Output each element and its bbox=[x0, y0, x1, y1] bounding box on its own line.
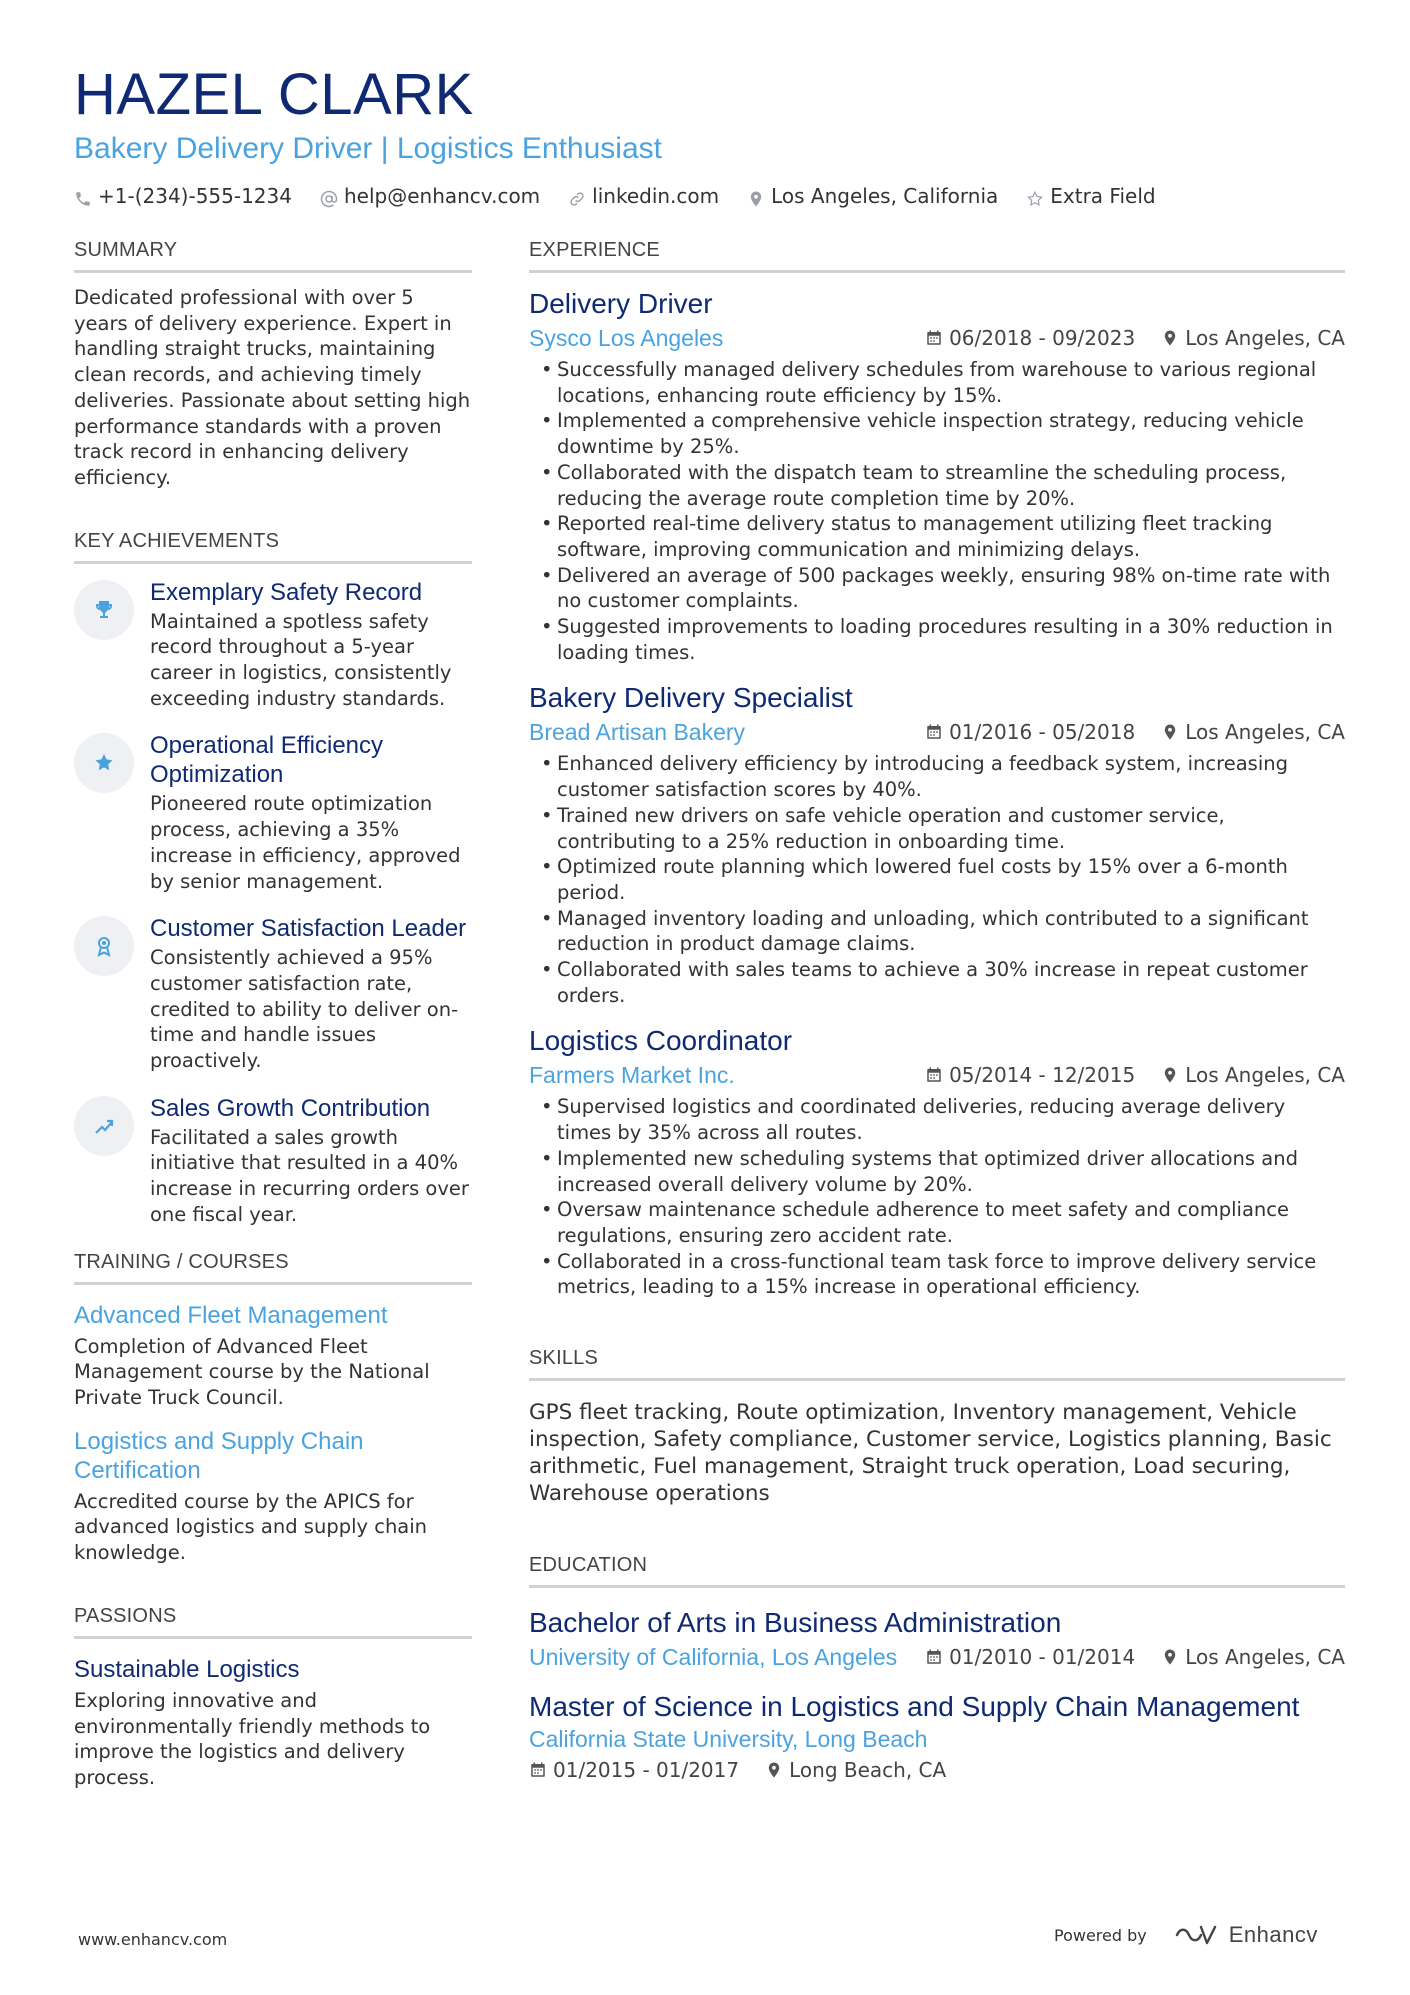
job-location: Los Angeles, CA bbox=[1185, 720, 1345, 745]
job-bullet: • Enhanced delivery efficiency by introducing a feedback system, increasing customer satisfaction scores by 40%. bbox=[529, 751, 1345, 802]
location-icon bbox=[765, 1761, 783, 1779]
achievement-text: Pioneered route optimization process, achieving a 35% increase in efficiency, approved by senior management. bbox=[150, 792, 461, 893]
passions-section bbox=[74, 1602, 472, 1791]
contact-location-text: Los Angeles, California bbox=[771, 184, 999, 208]
edu-location: Long Beach, CA bbox=[789, 1758, 947, 1783]
course-title: Logistics and Supply Chain Certification bbox=[74, 1427, 364, 1484]
job-company: Bread Artisan Bakery bbox=[529, 719, 746, 746]
at-icon bbox=[320, 187, 338, 205]
job-bullet: • Optimized route planning which lowered fuel costs by 15% over a 6-month period. bbox=[529, 854, 1345, 905]
contact-email[interactable] bbox=[320, 182, 540, 210]
job-bullet: • Collaborated in a cross-functional team task force to improve delivery service metrics, leading to a 15% increase in operational efficiency. bbox=[529, 1249, 1345, 1300]
education-entry bbox=[529, 1690, 1345, 1782]
contact-location bbox=[747, 182, 998, 210]
job-bullet: • Collaborated with the dispatch team to streamline the scheduling process, reducing the average route completion time by 20%. bbox=[529, 460, 1345, 511]
edu-dates: 01/2010 - 01/2014 bbox=[949, 1645, 1136, 1670]
job-bullet: • Supervised logistics and coordinated deliveries, reducing average delivery times by 35% across all routes. bbox=[529, 1094, 1345, 1145]
candidate-name: HAZEL CLARK bbox=[74, 62, 474, 127]
skills-heading: SKILLS bbox=[529, 1344, 1345, 1381]
enhancv-logo-text: Enhancv bbox=[1228, 1922, 1318, 1947]
footer-website[interactable]: www.enhancv.com bbox=[78, 1930, 228, 1949]
job-bullet: • Oversaw maintenance schedule adherence to meet safety and compliance regulations, ensuring zero accident rate. bbox=[529, 1197, 1345, 1248]
job-entry bbox=[529, 287, 1345, 665]
star-icon bbox=[1026, 187, 1044, 205]
course-item bbox=[74, 1301, 472, 1411]
edu-school: University of California, Los Angeles bbox=[529, 1644, 898, 1671]
edu-location: Los Angeles, CA bbox=[1185, 1645, 1345, 1670]
edu-dates: 01/2015 - 01/2017 bbox=[553, 1758, 740, 1783]
left-column bbox=[74, 236, 472, 1791]
passion-text: Exploring innovative and environmentally friendly methods to improve the logistics and delivery process. bbox=[74, 1688, 431, 1789]
location-icon bbox=[1161, 329, 1179, 347]
award-icon bbox=[74, 916, 134, 976]
calendar-icon bbox=[925, 1648, 943, 1666]
job-company: Farmers Market Inc. bbox=[529, 1062, 735, 1089]
job-bullet: • Reported real-time delivery status to management utilizing fleet tracking software, improving communication and minimizing delays. bbox=[529, 511, 1345, 562]
job-bullet: • Successfully managed delivery schedules from warehouse to various regional locations, enhancing route efficiency by 15%. bbox=[529, 357, 1345, 408]
achievement-title: Customer Satisfaction Leader bbox=[150, 915, 467, 943]
achievement-item bbox=[74, 1094, 472, 1228]
job-location: Los Angeles, CA bbox=[1185, 1063, 1345, 1088]
enhancv-logo-icon bbox=[1173, 1922, 1219, 1948]
chart-icon bbox=[74, 1096, 134, 1156]
job-entry bbox=[529, 1024, 1345, 1300]
job-bullet: • Collaborated with sales teams to achieve a 30% increase in repeat customer orders. bbox=[529, 957, 1345, 1008]
job-bullet: • Delivered an average of 500 packages weekly, ensuring 98% on-time rate with no customer complaints. bbox=[529, 563, 1345, 614]
experience-heading: EXPERIENCE bbox=[529, 236, 1345, 273]
course-text: Accredited course by the APICS for advanced logistics and supply chain knowledge. bbox=[74, 1489, 428, 1565]
course-item bbox=[74, 1427, 472, 1566]
calendar-icon bbox=[925, 1066, 943, 1084]
job-bullets bbox=[529, 357, 1345, 665]
footer-branding bbox=[1054, 1922, 1318, 1948]
calendar-icon bbox=[529, 1761, 547, 1779]
contact-bar bbox=[74, 182, 1344, 210]
achievement-title: Exemplary Safety Record bbox=[150, 578, 423, 606]
trophy-icon bbox=[74, 580, 134, 640]
job-dates: 01/2016 - 05/2018 bbox=[949, 720, 1136, 745]
candidate-title: Bakery Delivery Driver | Logistics Enthusiast bbox=[74, 132, 662, 165]
achievement-item bbox=[74, 578, 472, 712]
location-icon bbox=[1161, 723, 1179, 741]
summary-section bbox=[74, 236, 472, 491]
job-title: Delivery Driver bbox=[529, 288, 713, 319]
contact-extra bbox=[1026, 182, 1155, 210]
star-badge-icon bbox=[74, 733, 134, 793]
achievement-item bbox=[74, 731, 472, 894]
job-bullet: • Implemented new scheduling systems that optimized driver allocations and increased overall delivery volume by 20%. bbox=[529, 1146, 1345, 1197]
course-text: Completion of Advanced Fleet Management course by the National Private Truck Council. bbox=[74, 1334, 430, 1409]
experience-section bbox=[529, 236, 1345, 1300]
job-entry bbox=[529, 681, 1345, 1008]
edu-degree: Bachelor of Arts in Business Administration bbox=[529, 1607, 1062, 1639]
achievement-item bbox=[74, 914, 472, 1074]
job-bullets bbox=[529, 751, 1345, 1008]
location-icon bbox=[1161, 1648, 1179, 1666]
training-heading: TRAINING / COURSES bbox=[74, 1248, 472, 1285]
job-bullet: • Managed inventory loading and unloading, which contributed to a significant reduction in product damage claims. bbox=[529, 906, 1345, 957]
achievement-text: Facilitated a sales growth initiative that resulted in a 40% increase in recurring orders over one fiscal year. bbox=[150, 1125, 469, 1226]
education-section bbox=[529, 1551, 1345, 1782]
contact-linkedin-text: linkedin.com bbox=[592, 184, 720, 208]
job-title: Bakery Delivery Specialist bbox=[529, 682, 853, 714]
location-icon bbox=[1161, 1066, 1179, 1084]
summary-text: Dedicated professional with over 5 years of delivery experience. Expert in handling straight trucks, maintaining clean records, and achieving timely deliveries. Passionate about setting high performance standards with a proven track record in enhancing delivery efficiency. bbox=[74, 286, 471, 489]
job-title: Logistics Coordinator bbox=[529, 1025, 793, 1057]
summary-heading: SUMMARY bbox=[74, 236, 472, 273]
job-location: Los Angeles, CA bbox=[1185, 326, 1345, 350]
education-entry bbox=[529, 1606, 1345, 1672]
calendar-icon bbox=[925, 329, 943, 347]
job-dates: 06/2018 - 09/2023 bbox=[949, 326, 1136, 350]
edu-school: California State University, Long Beach bbox=[529, 1726, 928, 1753]
job-bullets bbox=[529, 1094, 1345, 1300]
achievement-text: Consistently achieved a 95% customer satisfaction rate, credited to ability to deliver on-time and handle issues proactively. bbox=[150, 946, 459, 1073]
course-title: Advanced Fleet Management bbox=[74, 1301, 388, 1329]
enhancv-logo[interactable] bbox=[1173, 1922, 1318, 1948]
job-bullet: • Trained new drivers on safe vehicle operation and customer service, contributing to a 25% reduction in onboarding time. bbox=[529, 803, 1345, 854]
job-company: Sysco Los Angeles bbox=[529, 325, 724, 351]
link-icon bbox=[568, 187, 586, 205]
contact-phone[interactable] bbox=[74, 182, 292, 210]
contact-phone-text: +1-(234)-555-1234 bbox=[98, 184, 292, 208]
calendar-icon bbox=[925, 723, 943, 741]
job-bullet: • Implemented a comprehensive vehicle inspection strategy, reducing vehicle downtime by 25%. bbox=[529, 408, 1345, 459]
achievement-text: Maintained a spotless safety record throughout a 5-year career in logistics, consistently exceeding industry standards. bbox=[150, 609, 452, 710]
skills-text: GPS fleet tracking, Route optimization, Inventory management, Vehicle inspection, Safety compliance, Customer service, Logistics planning, Basic arithmetic, Fuel management, Straight truck operation, Load securing, Warehouse operations bbox=[529, 1400, 1332, 1507]
phone-icon bbox=[74, 187, 92, 205]
contact-email-text: help@enhancv.com bbox=[343, 184, 541, 208]
contact-extra-text: Extra Field bbox=[1050, 184, 1156, 208]
training-section bbox=[74, 1248, 472, 1566]
resume-header bbox=[74, 62, 1344, 210]
achievements-heading: KEY ACHIEVEMENTS bbox=[74, 527, 472, 564]
education-heading: EDUCATION bbox=[529, 1551, 1345, 1588]
job-bullet: • Suggested improvements to loading procedures resulting in a 30% reduction in loading times. bbox=[529, 614, 1345, 665]
achievements-section bbox=[74, 527, 472, 1228]
skills-section bbox=[529, 1344, 1345, 1507]
edu-degree: Master of Science in Logistics and Supply Chain Management bbox=[529, 1691, 1300, 1723]
contact-linkedin[interactable] bbox=[568, 182, 719, 210]
location-icon bbox=[747, 187, 765, 205]
job-dates: 05/2014 - 12/2015 bbox=[949, 1063, 1136, 1088]
right-column bbox=[529, 236, 1345, 1782]
passion-title: Sustainable Logistics bbox=[74, 1655, 300, 1683]
achievement-title: Sales Growth Contribution bbox=[150, 1094, 431, 1122]
achievement-title: Operational Efficiency Optimization bbox=[150, 732, 384, 789]
powered-by-text: Powered by bbox=[1054, 1925, 1147, 1945]
passions-heading: PASSIONS bbox=[74, 1602, 472, 1639]
